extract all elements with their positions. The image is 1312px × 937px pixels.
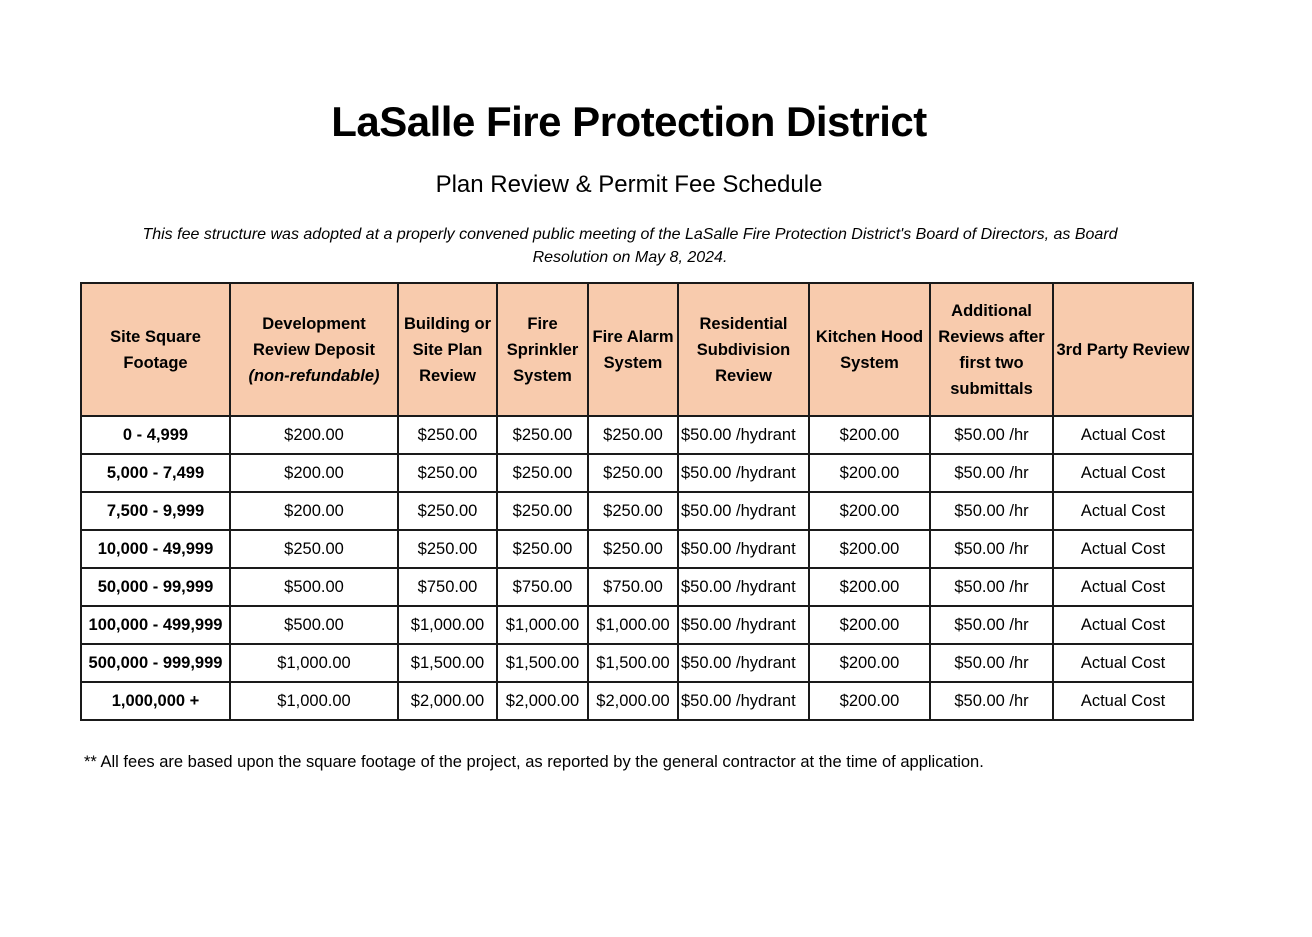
- cell-kitchen-hood: $200.00: [809, 416, 930, 454]
- cell-building-plan-review: $250.00: [398, 416, 497, 454]
- table-row: [81, 568, 1193, 606]
- table-header-row: [81, 283, 1193, 416]
- cell-residential-subdivision: $50.00 /hydrant: [678, 568, 809, 606]
- cell-additional-reviews: $50.00 /hr: [930, 682, 1053, 720]
- cell-residential-subdivision: $50.00 /hydrant: [678, 492, 809, 530]
- cell-development-deposit: $250.00: [230, 530, 398, 568]
- header-residential-subdivision-review: Residential Subdivision Review: [678, 283, 809, 416]
- cell-additional-reviews: $50.00 /hr: [930, 416, 1053, 454]
- cell-residential-subdivision: $50.00 /hydrant: [678, 454, 809, 492]
- fee-schedule-table: [80, 282, 1194, 721]
- cell-fire-alarm: $250.00: [588, 530, 678, 568]
- table-row: [81, 682, 1193, 720]
- header-label: Development Review Deposit: [253, 314, 375, 359]
- cell-residential-subdivision: $50.00 /hydrant: [678, 416, 809, 454]
- header-kitchen-hood-system: Kitchen Hood System: [809, 283, 930, 416]
- cell-square-footage: 100,000 - 499,999: [81, 606, 230, 644]
- cell-kitchen-hood: $200.00: [809, 644, 930, 682]
- cell-fire-sprinkler: $2,000.00: [497, 682, 588, 720]
- footnote: ** All fees are based upon the square footage of the project, as reported by the general contractor at the time of application.: [84, 753, 984, 771]
- cell-3rd-party-review: Actual Cost: [1053, 606, 1193, 644]
- header-site-square-footage: Site Square Footage: [81, 283, 230, 416]
- table-row: [81, 492, 1193, 530]
- cell-kitchen-hood: $200.00: [809, 530, 930, 568]
- cell-fire-sprinkler: $1,000.00: [497, 606, 588, 644]
- document-subtitle: Plan Review & Permit Fee Schedule: [435, 171, 823, 198]
- cell-building-plan-review: $750.00: [398, 568, 497, 606]
- cell-fire-sprinkler: $750.00: [497, 568, 588, 606]
- header-3rd-party-review: 3rd Party Review: [1053, 283, 1193, 416]
- cell-fire-sprinkler: $250.00: [497, 530, 588, 568]
- table-row: [81, 454, 1193, 492]
- cell-development-deposit: $200.00: [230, 492, 398, 530]
- cell-fire-alarm: $1,500.00: [588, 644, 678, 682]
- header-building-site-plan-review: Building or Site Plan Review: [398, 283, 497, 416]
- cell-square-footage: 500,000 - 999,999: [81, 644, 230, 682]
- cell-building-plan-review: $250.00: [398, 530, 497, 568]
- header-fire-sprinkler-system: Fire Sprinkler System: [497, 283, 588, 416]
- cell-development-deposit: $200.00: [230, 416, 398, 454]
- cell-residential-subdivision: $50.00 /hydrant: [678, 530, 809, 568]
- table-row: [81, 416, 1193, 454]
- cell-3rd-party-review: Actual Cost: [1053, 530, 1193, 568]
- cell-development-deposit: $500.00: [230, 568, 398, 606]
- table-row: [81, 530, 1193, 568]
- cell-3rd-party-review: Actual Cost: [1053, 492, 1193, 530]
- cell-fire-alarm: $250.00: [588, 416, 678, 454]
- table-row: [81, 644, 1193, 682]
- cell-fire-alarm: $2,000.00: [588, 682, 678, 720]
- cell-square-footage: 10,000 - 49,999: [81, 530, 230, 568]
- cell-additional-reviews: $50.00 /hr: [930, 568, 1053, 606]
- cell-square-footage: 7,500 - 9,999: [81, 492, 230, 530]
- header-sublabel: (non-refundable): [248, 366, 380, 385]
- cell-fire-alarm: $750.00: [588, 568, 678, 606]
- cell-3rd-party-review: Actual Cost: [1053, 416, 1193, 454]
- cell-development-deposit: $500.00: [230, 606, 398, 644]
- cell-building-plan-review: $1,500.00: [398, 644, 497, 682]
- cell-fire-sprinkler: $250.00: [497, 454, 588, 492]
- cell-building-plan-review: $2,000.00: [398, 682, 497, 720]
- header-fire-alarm-system: Fire Alarm System: [588, 283, 678, 416]
- header-development-review-deposit: [230, 283, 398, 416]
- cell-3rd-party-review: Actual Cost: [1053, 682, 1193, 720]
- cell-kitchen-hood: $200.00: [809, 682, 930, 720]
- cell-kitchen-hood: $200.00: [809, 606, 930, 644]
- cell-building-plan-review: $250.00: [398, 492, 497, 530]
- cell-residential-subdivision: $50.00 /hydrant: [678, 682, 809, 720]
- cell-fire-sprinkler: $250.00: [497, 492, 588, 530]
- adoption-note: This fee structure was adopted at a properly convened public meeting of the LaSalle Fire Protection District's Board of Directors, as Board Resolution on May 8, 2024.: [142, 226, 1118, 266]
- cell-fire-sprinkler: $1,500.00: [497, 644, 588, 682]
- cell-additional-reviews: $50.00 /hr: [930, 606, 1053, 644]
- document-title: LaSalle Fire Protection District: [331, 98, 927, 145]
- cell-fire-alarm: $250.00: [588, 492, 678, 530]
- cell-square-footage: 50,000 - 99,999: [81, 568, 230, 606]
- cell-additional-reviews: $50.00 /hr: [930, 644, 1053, 682]
- cell-fire-sprinkler: $250.00: [497, 416, 588, 454]
- cell-square-footage: 5,000 - 7,499: [81, 454, 230, 492]
- cell-kitchen-hood: $200.00: [809, 454, 930, 492]
- cell-development-deposit: $1,000.00: [230, 682, 398, 720]
- header-additional-reviews: Additional Reviews after first two submittals: [930, 283, 1053, 416]
- cell-building-plan-review: $1,000.00: [398, 606, 497, 644]
- cell-fire-alarm: $1,000.00: [588, 606, 678, 644]
- cell-square-footage: 1,000,000 +: [81, 682, 230, 720]
- cell-development-deposit: $200.00: [230, 454, 398, 492]
- cell-3rd-party-review: Actual Cost: [1053, 454, 1193, 492]
- cell-building-plan-review: $250.00: [398, 454, 497, 492]
- table-row: [81, 606, 1193, 644]
- cell-additional-reviews: $50.00 /hr: [930, 454, 1053, 492]
- cell-development-deposit: $1,000.00: [230, 644, 398, 682]
- cell-residential-subdivision: $50.00 /hydrant: [678, 606, 809, 644]
- cell-3rd-party-review: Actual Cost: [1053, 568, 1193, 606]
- cell-residential-subdivision: $50.00 /hydrant: [678, 644, 809, 682]
- cell-fire-alarm: $250.00: [588, 454, 678, 492]
- cell-square-footage: 0 - 4,999: [81, 416, 230, 454]
- cell-kitchen-hood: $200.00: [809, 492, 930, 530]
- cell-3rd-party-review: Actual Cost: [1053, 644, 1193, 682]
- cell-kitchen-hood: $200.00: [809, 568, 930, 606]
- cell-additional-reviews: $50.00 /hr: [930, 492, 1053, 530]
- cell-additional-reviews: $50.00 /hr: [930, 530, 1053, 568]
